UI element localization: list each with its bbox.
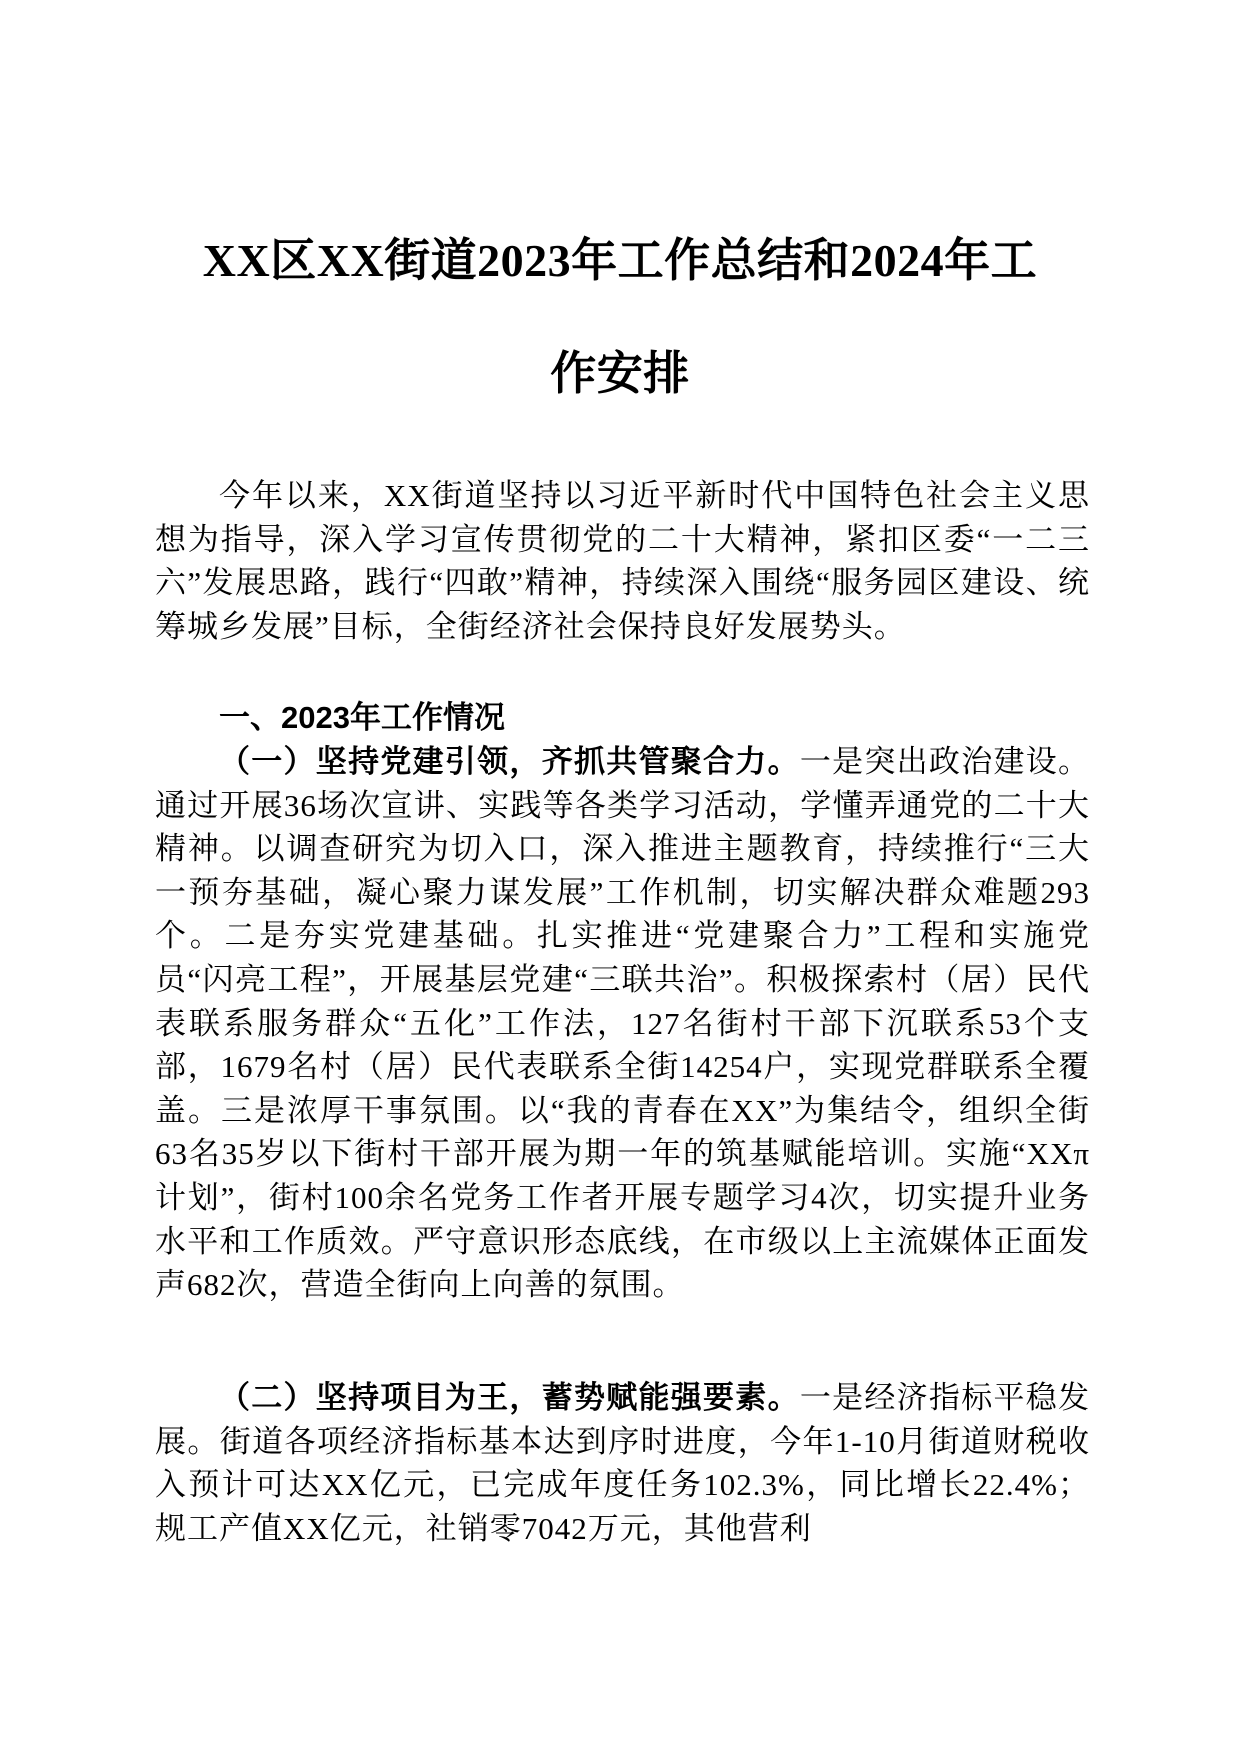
document-title-line-2: 作安排 bbox=[550, 348, 690, 399]
section-1-lead: （一）坚持党建引领，齐抓共管聚合力。 bbox=[219, 744, 800, 779]
section-2-lead: （二）坚持项目为王，蓄势赋能强要素。 bbox=[219, 1380, 800, 1415]
section-1-paragraph bbox=[155, 740, 1090, 1307]
section-heading: 一、2023年工作情况 bbox=[219, 700, 505, 735]
document-title-line-1: XX区XX街道2023年工作总结和2024年工 bbox=[202, 235, 1038, 286]
intro-paragraph: 今年以来，XX街道坚持以习近平新时代中国特色社会主义思想为指导，深入学习宣传贯彻党的二十大精神，紧扣区委“一二三六”发展思路，践行“四敢”精神，持续深入围绕“服务园区建设、统筹城乡发展”目标，全街经济社会保持良好发展势头。 bbox=[155, 478, 1090, 644]
section-2-paragraph bbox=[155, 1376, 1090, 1550]
section-1-body: 一是突出政治建设。通过开展36场次宣讲、实践等各类学习活动，学懂弄通党的二十大精神。以调查研究为切入口，深入推进主题教育，持续推行“三大一预夯基础，凝心聚力谋发展”工作机制，切实解决群众难题293个。二是夯实党建基础。扎实推进“党建聚合力”工程和实施党员“闪亮工程”，开展基层党建“三联共治”。积极探索村（居）民代表联系服务群众“五化”工作法，127名街村干部下沉联系53个支部，1679名村（居）民代表联系全街14254户，实现党群联系全覆盖。三是浓厚干事氛围。以“我的青春在XX”为集结令，组织全街63名35岁以下街村干部开展为期一年的筑基赋能培训。实施“XXπ计划”，街村100余名党务工作者开展专题学习4次，切实提升业务水平和工作质效。严守意识形态底线，在市级以上主流媒体正面发声682次，营造全街向上向善的氛围。 bbox=[155, 744, 1091, 1303]
section-2-body: 一是经济指标平稳发展。街道各项经济指标基本达到序时进度，今年1-10月街道财税收入预计可达XX亿元，已完成年度任务102.3%，同比增长22.4%；规工产值XX亿元，社销零7042万元，其他营利 bbox=[155, 1380, 1091, 1546]
